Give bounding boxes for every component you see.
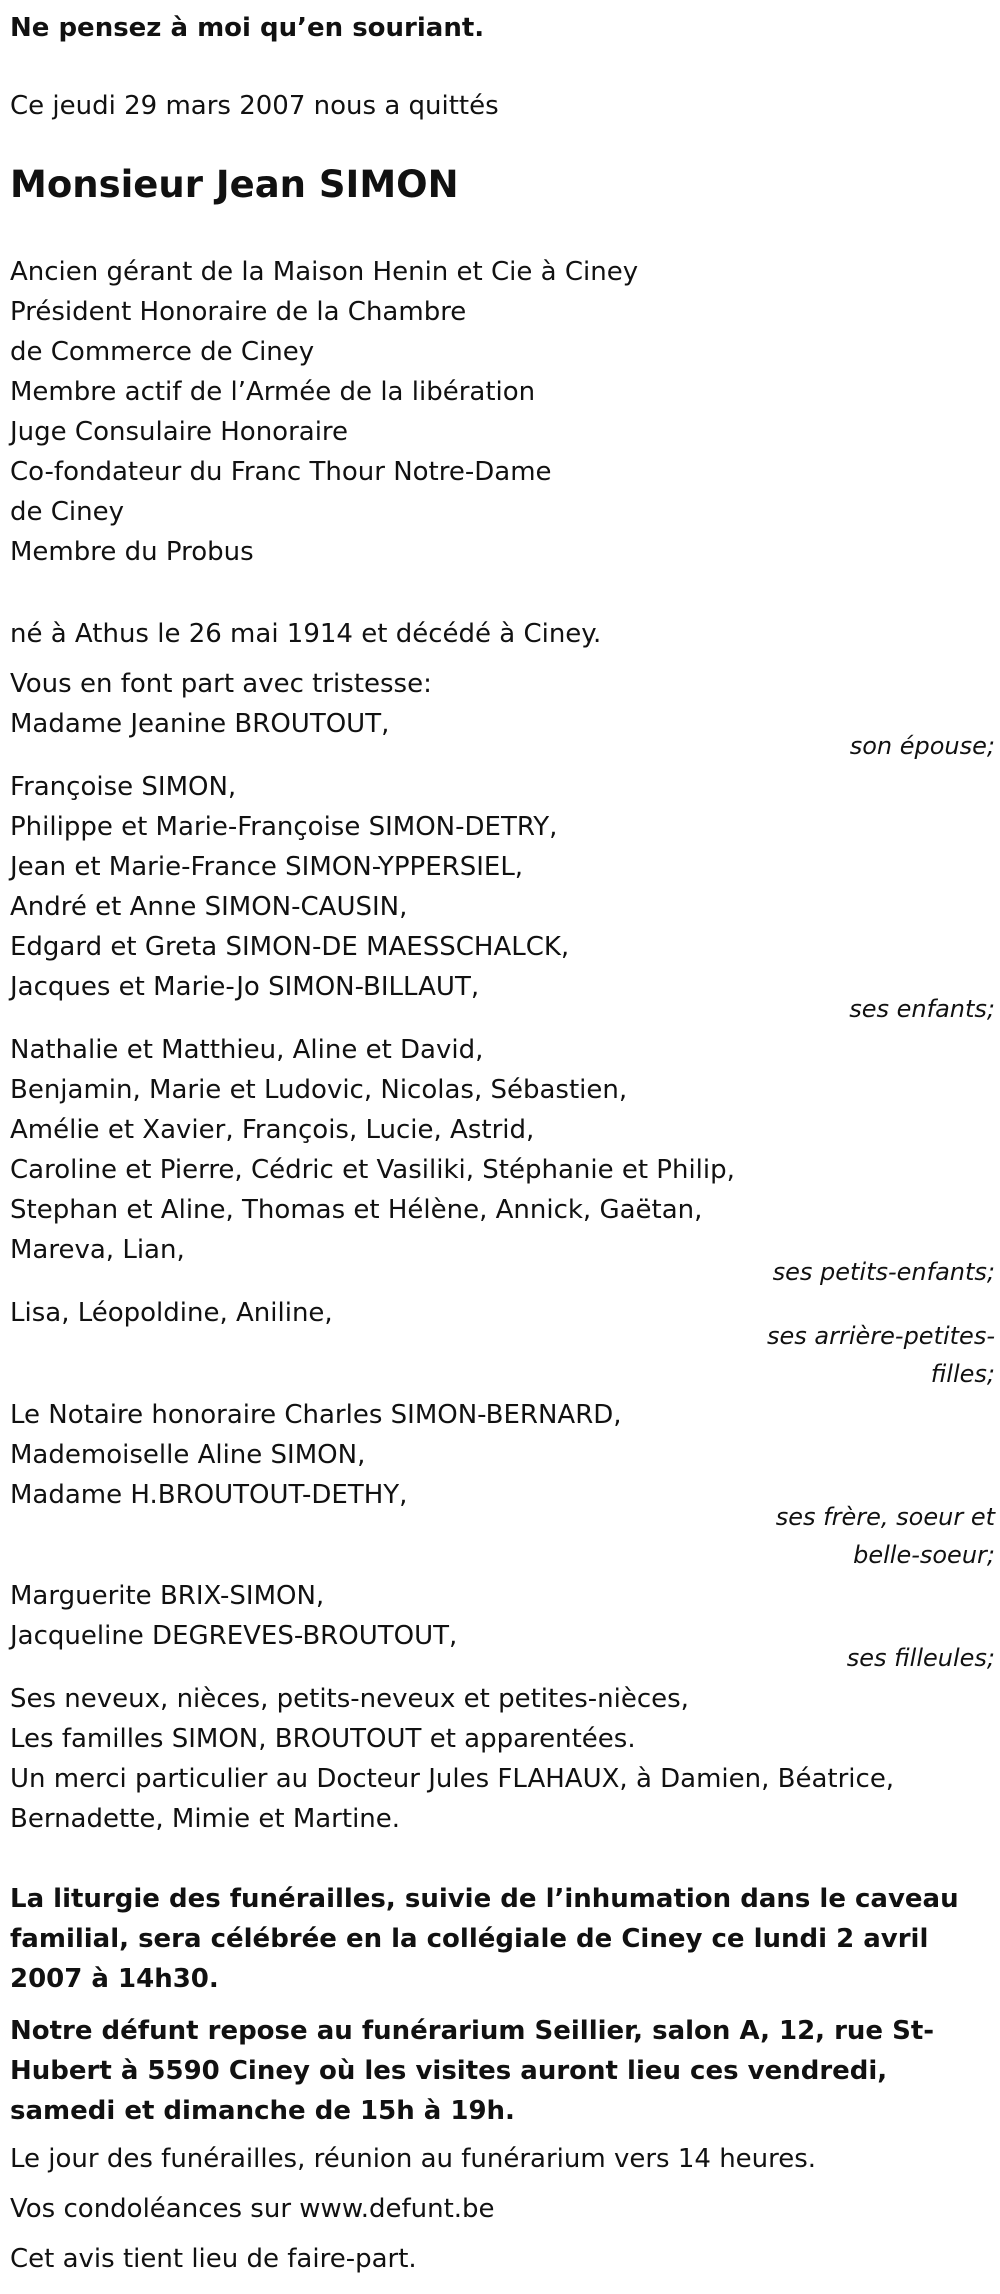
list-item: Edgard et Greta SIMON-DE MAESSCHALCK, [10, 932, 570, 962]
list-item: Françoise SIMON, [10, 772, 237, 802]
role-label: filles; [930, 1360, 995, 1388]
titles-list [10, 252, 995, 572]
motto [10, 8, 995, 48]
others-list [10, 1679, 995, 1839]
grandchildren-list [10, 1030, 995, 1270]
list-item: Madame H.BROUTOUT-DETHY, [10, 1480, 408, 1510]
godchildren-role [10, 1639, 995, 1677]
list-item: Un merci particulier au Docteur Jules FLAHAUX, à Damien, Béatrice, [10, 1764, 895, 1794]
rest-text: Notre défunt repose au funérarium Seillier, salon A, 12, rue St-Hubert à 5590 Ciney où les visites auront lieu ces vendredi, samedi et dimanche de 15h à 19h. [10, 2016, 935, 2126]
list-item: Nathalie et Matthieu, Aline et David, [10, 1035, 484, 1065]
list-item: Les familles SIMON, BROUTOUT et apparentées. [10, 1724, 636, 1754]
page-title: Monsieur Jean SIMON [10, 163, 459, 206]
grandchildren-role [10, 1253, 995, 1291]
liturgy-paragraph [10, 1879, 995, 1999]
list-item: Mareva, Lian, [10, 1235, 185, 1265]
role-label: ses petits-enfants; [772, 1258, 995, 1286]
role-label: ses frère, soeur et [775, 1503, 995, 1531]
title-line: de Ciney [10, 497, 125, 527]
list-item: Jean et Marie-France SIMON-YPPERSIEL, [10, 852, 524, 882]
condolences-text: Vos condoléances sur www.defunt.be [10, 2194, 495, 2224]
title-line: Juge Consulaire Honoraire [10, 417, 349, 447]
title-line: Membre actif de l’Armée de la libération [10, 377, 536, 407]
list-item: Bernadette, Mimie et Martine. [10, 1804, 401, 1834]
intro-text: Vous en font part avec tristesse: [10, 669, 432, 699]
motto-text: Ne pensez à moi qu’en souriant. [10, 13, 485, 43]
role-label: belle-soeur; [853, 1541, 995, 1569]
liturgy-text: La liturgie des funérailles, suivie de l’inhumation dans le caveau familial, sera célébrée en la collégiale de Ciney ce lundi 2 avril 2007 à 14h30. [10, 1884, 959, 1994]
role-label: ses enfants; [849, 995, 995, 1023]
birth-line [10, 614, 995, 654]
siblings-role [10, 1498, 995, 1574]
list-item: André et Anne SIMON-CAUSIN, [10, 892, 408, 922]
notice-line [10, 2239, 995, 2279]
list-item: Mademoiselle Aline SIMON, [10, 1440, 366, 1470]
deceased-name [10, 160, 995, 210]
list-item: Caroline et Pierre, Cédric et Vasiliki, Stéphanie et Philip, [10, 1155, 735, 1185]
great-grandchildren-role [10, 1317, 995, 1393]
list-item: Marguerite BRIX-SIMON, [10, 1581, 325, 1611]
list-item: Le Notaire honoraire Charles SIMON-BERNARD, [10, 1400, 622, 1430]
list-item: Jacqueline DEGREVES-BROUTOUT, [10, 1621, 458, 1651]
list-item: Lisa, Léopoldine, Aniline, [10, 1298, 333, 1328]
title-line: de Commerce de Ciney [10, 337, 315, 367]
role-label: ses arrière-petites- [767, 1322, 995, 1350]
children-role [10, 990, 995, 1028]
list-item: Philippe et Marie-Françoise SIMON-DETRY, [10, 812, 558, 842]
spouse-name: Madame Jeanine BROUTOUT, [10, 709, 390, 739]
title-line: Président Honoraire de la Chambre [10, 297, 467, 327]
title-line: Membre du Probus [10, 537, 254, 567]
role-label: son épouse; [849, 732, 995, 760]
meeting-line [10, 2139, 995, 2179]
title-line: Co-fondateur du Franc Thour Notre-Dame [10, 457, 552, 487]
spouse-role [10, 727, 995, 765]
list-item: Amélie et Xavier, François, Lucie, Astrid, [10, 1115, 535, 1145]
date-line [10, 86, 995, 126]
siblings-list [10, 1395, 995, 1515]
list-item: Benjamin, Marie et Ludovic, Nicolas, Sébastien, [10, 1075, 628, 1105]
title-line: Ancien gérant de la Maison Henin et Cie à Ciney [10, 257, 639, 287]
children-list [10, 767, 995, 1007]
role-label: ses filleules; [846, 1644, 995, 1672]
date-line-text: Ce jeudi 29 mars 2007 nous a quittés [10, 91, 499, 121]
meeting-text: Le jour des funérailles, réunion au funérarium vers 14 heures. [10, 2144, 817, 2174]
notice-text: Cet avis tient lieu de faire-part. [10, 2244, 417, 2274]
list-item: Stephan et Aline, Thomas et Hélène, Annick, Gaëtan, [10, 1195, 703, 1225]
list-item: Jacques et Marie-Jo SIMON-BILLAUT, [10, 972, 480, 1002]
rest-paragraph [10, 2011, 995, 2131]
condolences-line [10, 2189, 995, 2229]
list-item: Ses neveux, nièces, petits-neveux et petites-nièces, [10, 1684, 689, 1714]
birth-text: né à Athus le 26 mai 1914 et décédé à Ciney. [10, 619, 602, 649]
